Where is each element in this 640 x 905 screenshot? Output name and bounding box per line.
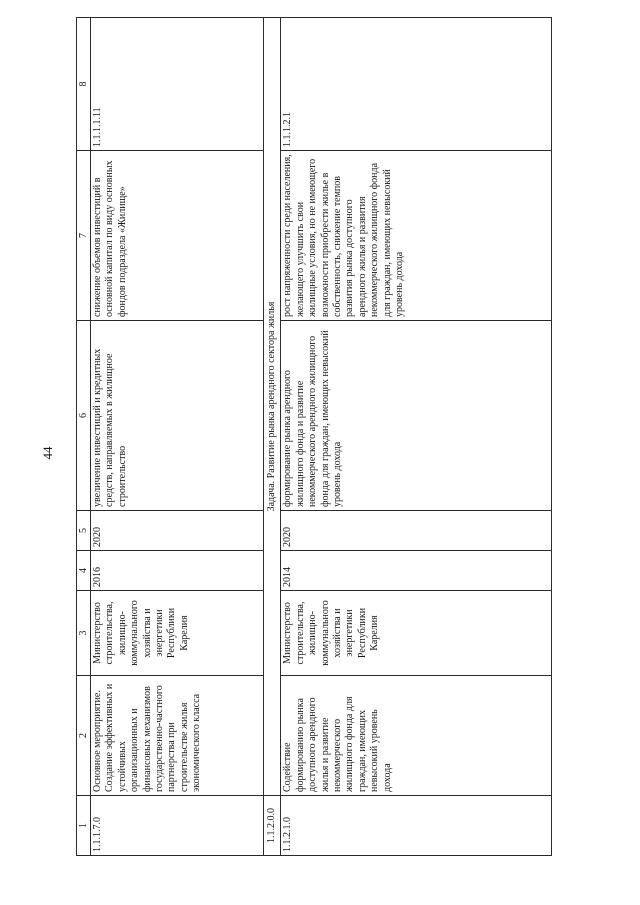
row-expected-result: увеличение инвестиций и кредитных средств, направляемых в жилищное строительство [91, 321, 264, 511]
row-expected-result: формирование рынка арендного жилищного фонда и развитие некоммерческого арендного жилищного фонда для граждан, имеющих невысокий уровень дохода [281, 321, 552, 511]
row-start-year: 2014 [281, 551, 552, 591]
row-indicator: 1.1.1.2.1 [281, 18, 552, 151]
row-executor: Министерство строительства, жилищно-коммунального хозяйства и энергетики Республики Карелия [281, 591, 552, 676]
table-row [91, 18, 264, 856]
row-end-year: 2020 [91, 511, 264, 551]
header-col-1: 1 [77, 796, 91, 856]
header-col-4: 4 [77, 551, 91, 591]
header-col-5: 5 [77, 511, 91, 551]
task-text: Задача. Развитие рынка арендного сектора жилья [264, 18, 281, 796]
header-row [77, 18, 91, 856]
table-row [281, 18, 552, 856]
row-measure-name: Содействие формированию рынка доступного арендного жилья и развитие некоммерческого жилищного фонда для граждан, имеющих невысокий уровень дохода [281, 676, 552, 796]
header-col-6: 6 [77, 321, 91, 511]
row-consequence: рост напряженности среди населения, желающего улучшить свои жилищные условия, но не имеющего возможности приобрести жилье в собственность, снижение темпов развития рынка доступного арендного жилья и развития некоммерческого жилищного фонда для граждан, имеющих невысокий уровень дохода [281, 151, 552, 321]
header-col-8: 8 [77, 18, 91, 151]
task-code: 1.1.2.0.0 [264, 796, 281, 856]
row-consequence: снижение объемов инвестиций в основной капитал по виду основных фондов подраздела «Жилище» [91, 151, 264, 321]
rotated-table-container [76, 18, 618, 856]
header-col-3: 3 [77, 591, 91, 676]
row-executor: Министерство строительства, жилищно-коммунального хозяйства и энергетики Республики Карелия [91, 591, 264, 676]
header-col-2: 2 [77, 676, 91, 796]
row-start-year: 2016 [91, 551, 264, 591]
header-col-7: 7 [77, 151, 91, 321]
row-code: 1.1.2.1.0 [281, 796, 552, 856]
page-number: 44 [40, 446, 55, 460]
row-code: 1.1.1.7.0 [91, 796, 264, 856]
row-indicator: 1.1.1.1.11 [91, 18, 264, 151]
task-row [264, 18, 281, 856]
row-measure-name: Основное мероприятие. Создание эффективных и устойчивых организационных и финансовых механизмов государственно-частного партнерства при строительстве жилья экономического класса [91, 676, 264, 796]
program-measures-table [76, 17, 552, 856]
row-end-year: 2020 [281, 511, 552, 551]
